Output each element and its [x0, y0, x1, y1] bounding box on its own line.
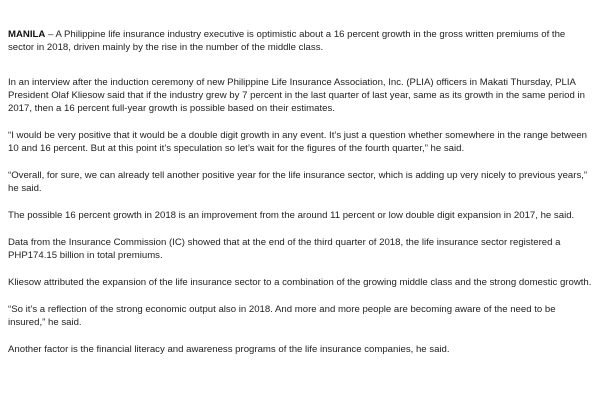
article-paragraph: “Overall, for sure, we can already tell another positive year for the life insurance sector, which is adding up very nicely to previous years,” he said.: [8, 170, 588, 194]
article-paragraph: Data from the Insurance Commission (IC) showed that at the end of the third quarter of 2018, the life insurance sector registered a PHP174.15 billion in total premiums.: [8, 237, 561, 261]
article-body: [8, 28, 592, 356]
article-paragraph: “So it’s a reflection of the strong economic output also in 2018. And more and more people are becoming aware of the need to be insured,” he said.: [8, 304, 556, 328]
article-paragraph: The possible 16 percent growth in 2018 is an improvement from the around 11 percent or low double digit expansion in 2017, he said.: [8, 210, 575, 221]
lead-text: – A Philippine life insurance industry executive is optimistic about a 16 percent growth in the gross written premiums of the sector in 2018, driven mainly by the rise in the number of the middle class.: [8, 29, 566, 53]
article-paragraph: Another factor is the financial literacy and awareness programs of the life insurance companies, he said.: [8, 344, 450, 355]
dateline: MANILA: [8, 29, 46, 40]
article-paragraph: In an interview after the induction ceremony of new Philippine Life Insurance Association, Inc. (PLIA) officers in Makati Thursday, PLIA President Olaf Kliesow said that if the industry grew by 7 percent in the last quarter of last year, same as its growth in the same period in 2017, then a 16 percent full-year growth is possible based on their estimates.: [8, 77, 585, 114]
article-paragraph-lead: [8, 28, 592, 62]
article-paragraph: “I would be very positive that it would be a double digit growth in any event. It’s just a question whether somewhere in the range between 10 and 16 percent. But at this point it’s speculation so let’s wait for the figures of the fourth quarter,” he said.: [8, 130, 587, 154]
article-paragraph: Kliesow attributed the expansion of the life insurance sector to a combination of the growing middle class and the strong domestic growth.: [8, 277, 592, 288]
